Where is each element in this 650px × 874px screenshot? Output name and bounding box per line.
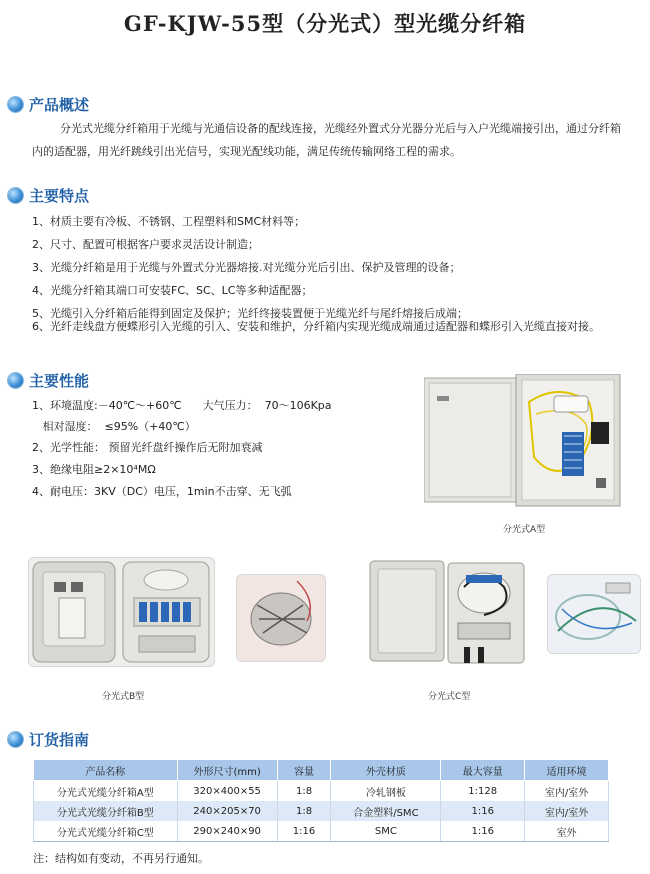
product-photo-c [368,557,528,665]
performance-line: 相对湿度： ≤95%（+40℃） [32,420,196,433]
table-cell: 290×240×90 [177,821,277,842]
table-row [34,821,609,842]
section-title: 主要特点 [29,186,90,205]
table-cell: 室内/室外 [525,781,609,802]
table-cell: 室内/室外 [525,801,609,821]
feature-item: 3、光缆分纤箱是用于光缆与外置式分光器熔接.对光缆分光后引出、保护及管理的设备； [32,261,461,274]
bullet-icon [8,97,23,112]
performance-line: 1、环境温度:－40℃～+60℃ 大气压力： 70～106Kpa [32,399,332,412]
bullet-icon [8,732,23,747]
table-cell: 室外 [525,821,609,842]
column-header: 产品名称 [34,760,178,781]
section-header-features [8,184,89,206]
section-header-overview [8,93,89,115]
page-title: GF-KJW-55型（分光式）型光缆分纤箱 [123,11,527,36]
table-cell: 1:8 [277,781,331,802]
product-photo-b [28,557,215,667]
product-photo-a [424,374,624,512]
feature-item: 6、光纤走线盘方便蝶形引入光缆的引入、安装和维护，分纤箱内实现光缆成端通过适配器和蝶形引入光缆直接对接。 [32,320,600,333]
performance-line: 2、光学性能： 预留光纤盘纤操作后无附加衰减 [32,441,263,454]
section-title: 订货指南 [29,730,90,749]
splice-tray-illustration [548,575,640,653]
performance-line: 4、耐电压：3KV（DC）电压，1min不击穿、无飞弧 [32,485,292,498]
table-cell: 1:128 [441,781,525,802]
table-cell: 240×205×70 [177,801,277,821]
feature-item: 1、材质主要有冷板、不锈钢、工程塑料和SMC材料等； [32,215,306,228]
order-table [33,759,609,842]
table-cell: 320×400×55 [177,781,277,802]
column-header: 最大容量 [441,760,525,781]
cabinet-b-illustration [29,558,214,666]
table-cell: 1:16 [441,801,525,821]
section-title: 主要性能 [29,371,90,390]
cabinet-a-illustration [424,374,624,512]
footnote: 注：结构如有变动，不再另行通知。 [33,852,209,865]
overview-paragraph: 分光式光缆分纤箱用于光缆与光通信设备的配线连接，光缆经外置式分光器分光后与入户光缆端接引出，通过分纤箱内的适配器，用光纤跳线引出光信号，实现光配线功能，满足传统传输网络工程的需求。 [32,122,621,158]
product-detail-b [236,574,326,662]
feature-item: 5、光缆引入分纤箱后能得到固定及保护；光纤终接装置便于光缆光纤与尾纤熔接后成端； [32,307,468,320]
table-cell: 1:16 [277,821,331,842]
caption-b: 分光式B型 [102,692,145,702]
bullet-icon [8,373,23,388]
caption-c: 分光式C型 [428,692,471,702]
cabinet-c-illustration [368,557,528,665]
table-cell: 合金塑料/SMC [331,801,441,821]
product-detail-c [547,574,641,654]
table-row [34,801,609,821]
table-header-row [34,760,609,781]
table-cell: SMC [331,821,441,842]
table-row [34,781,609,802]
table-cell: 分光式光缆分纤箱B型 [34,801,178,821]
table-cell: 1:16 [441,821,525,842]
caption-a: 分光式A型 [503,525,546,535]
column-header: 适用环境 [525,760,609,781]
bullet-icon [8,188,23,203]
table-cell: 分光式光缆分纤箱C型 [34,821,178,842]
table-cell: 冷轧钢板 [331,781,441,802]
column-header: 外形尺寸(mm) [177,760,277,781]
feature-item: 2、尺寸、配置可根据客户要求灵活设计制造； [32,238,259,251]
table-cell: 1:8 [277,801,331,821]
performance-line: 3、绝缘电阻≥2×10⁴MΩ [32,463,156,476]
section-title: 产品概述 [29,95,90,114]
section-header-performance [8,369,89,391]
section-header-order [8,728,89,750]
cable-detail-illustration [237,575,325,661]
feature-item: 4、光缆分纤箱其端口可安装FC、SC、LC等多种适配器； [32,284,313,297]
column-header: 外壳材质 [331,760,441,781]
table-cell: 分光式光缆分纤箱A型 [34,781,178,802]
column-header: 容量 [277,760,331,781]
